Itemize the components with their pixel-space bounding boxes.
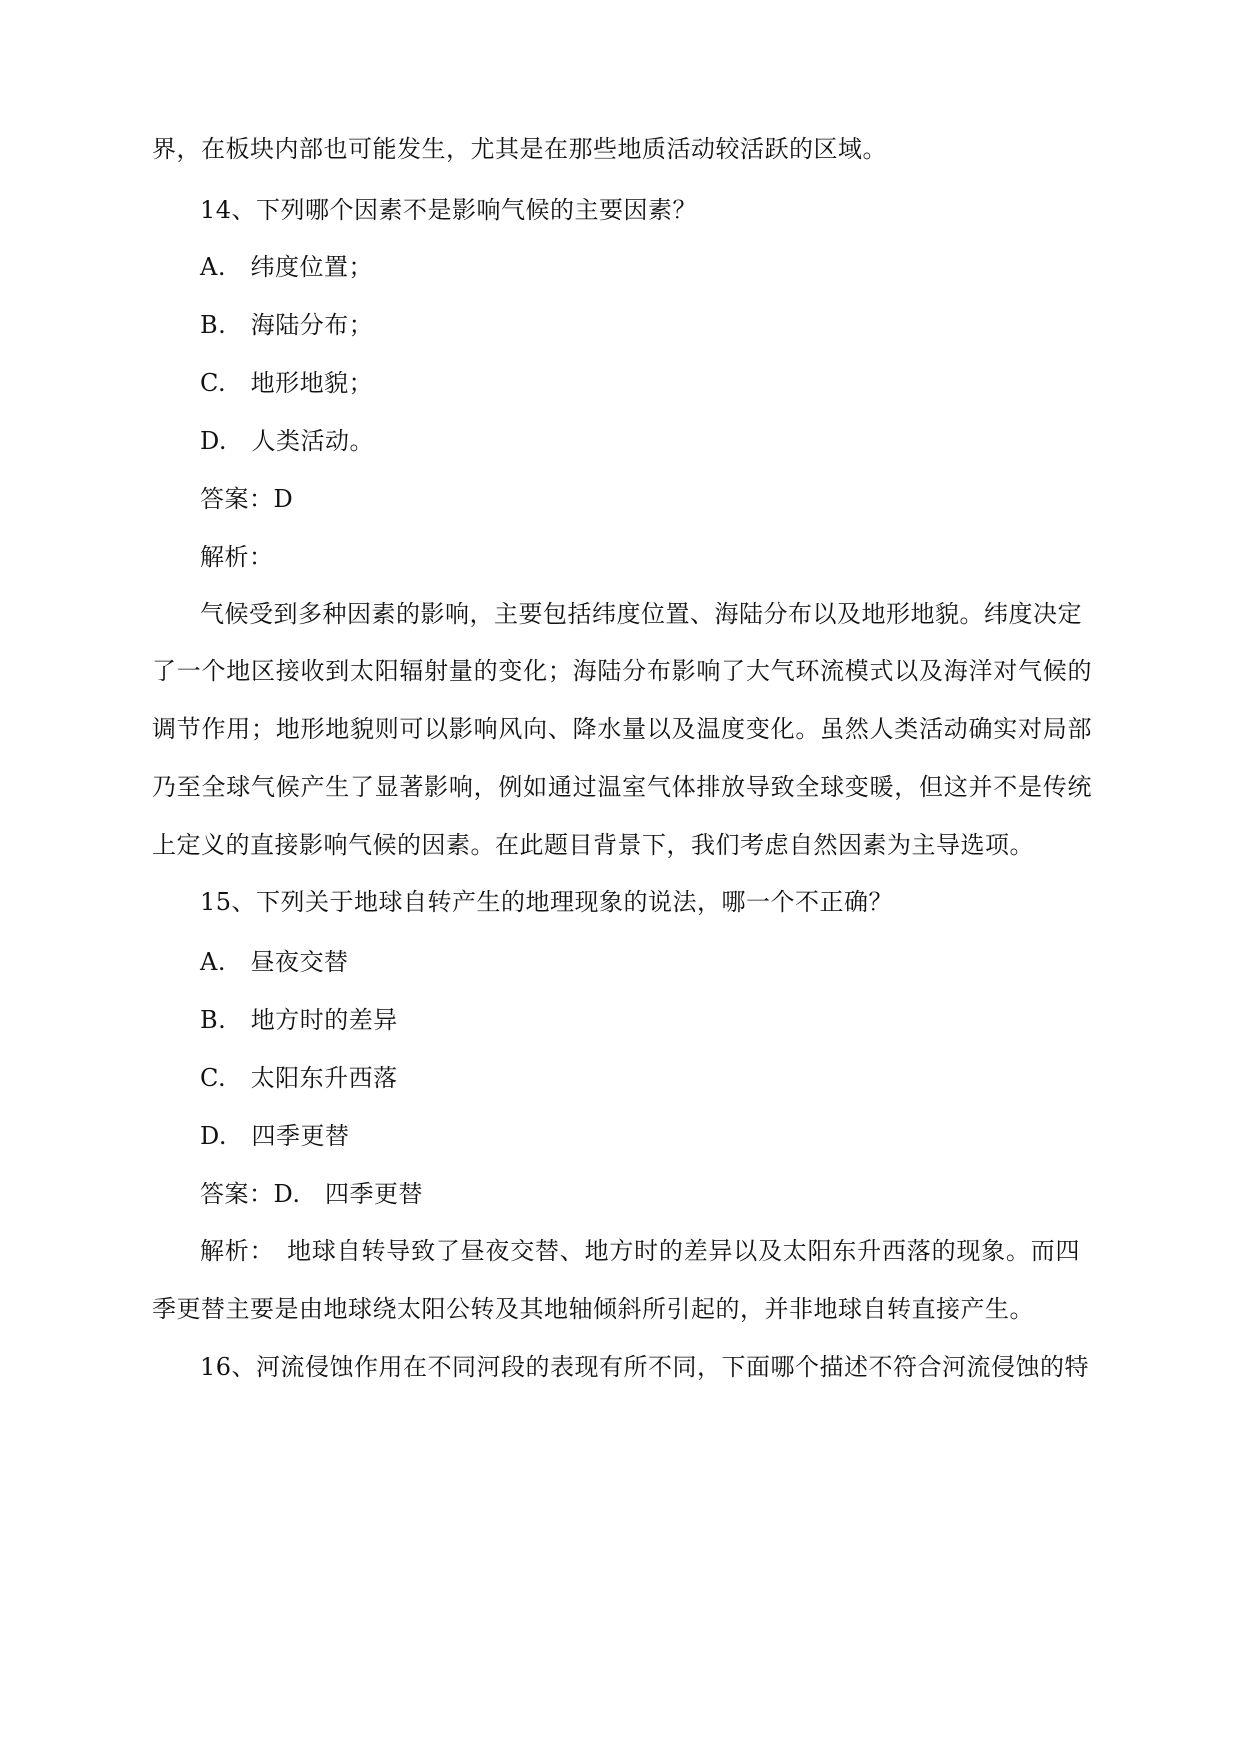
question-15-option-b: B. 地方时的差异 xyxy=(200,1006,398,1034)
question-14-analysis-line-2: 了一个地区接收到太阳辐射量的变化；海陆分布影响了大气环流模式以及海洋对气候的 xyxy=(152,657,1092,685)
paragraph-continuation: 界，在板块内部也可能发生，尤其是在那些地质活动较活跃的区域。 xyxy=(152,135,887,163)
question-15-analysis-line-1: 解析： 地球自转导致了昼夜交替、地方时的差异以及太阳东升西落的现象。而四 xyxy=(200,1237,1080,1265)
question-15-option-a: A. 昼夜交替 xyxy=(200,948,349,976)
question-14-analysis-label: 解析： xyxy=(200,543,274,571)
question-14-analysis-line-3: 调节作用；地形地貌则可以影响风向、降水量以及温度变化。虽然人类活动确实对局部 xyxy=(152,715,1092,743)
question-15-analysis-line-2: 季更替主要是由地球绕太阳公转及其地轴倾斜所引起的，并非地球自转直接产生。 xyxy=(152,1295,1034,1323)
question-14-answer: 答案：D xyxy=(200,485,294,513)
question-14-option-a: A. 纬度位置； xyxy=(200,253,373,281)
question-14-analysis-line-5: 上定义的直接影响气候的因素。在此题目背景下，我们考虑自然因素为主导选项。 xyxy=(152,831,1034,859)
question-15-answer: 答案：D. 四季更替 xyxy=(200,1180,424,1208)
question-14-option-d: D. 人类活动。 xyxy=(200,427,375,455)
question-15-stem: 15、下列关于地球自转产生的地理现象的说法，哪一个不正确？ xyxy=(200,888,894,916)
question-14-analysis-line-1: 气候受到多种因素的影响，主要包括纬度位置、海陆分布以及地形地貌。纬度决定 xyxy=(200,600,1082,628)
question-15-option-c: C. 太阳东升西落 xyxy=(200,1064,398,1092)
question-14-stem: 14、下列哪个因素不是影响气候的主要因素？ xyxy=(200,196,698,224)
question-14-option-b: B. 海陆分布； xyxy=(200,311,374,339)
question-15-option-d: D. 四季更替 xyxy=(200,1122,350,1150)
question-14-analysis-line-4: 乃至全球气候产生了显著影响，例如通过温室气体排放导致全球变暖，但这并不是传统 xyxy=(152,773,1092,801)
question-14-option-c: C. 地形地貌； xyxy=(200,369,374,397)
question-16-stem: 16、河流侵蚀作用在不同河段的表现有所不同，下面哪个描述不符合河流侵蚀的特 xyxy=(200,1353,1090,1381)
